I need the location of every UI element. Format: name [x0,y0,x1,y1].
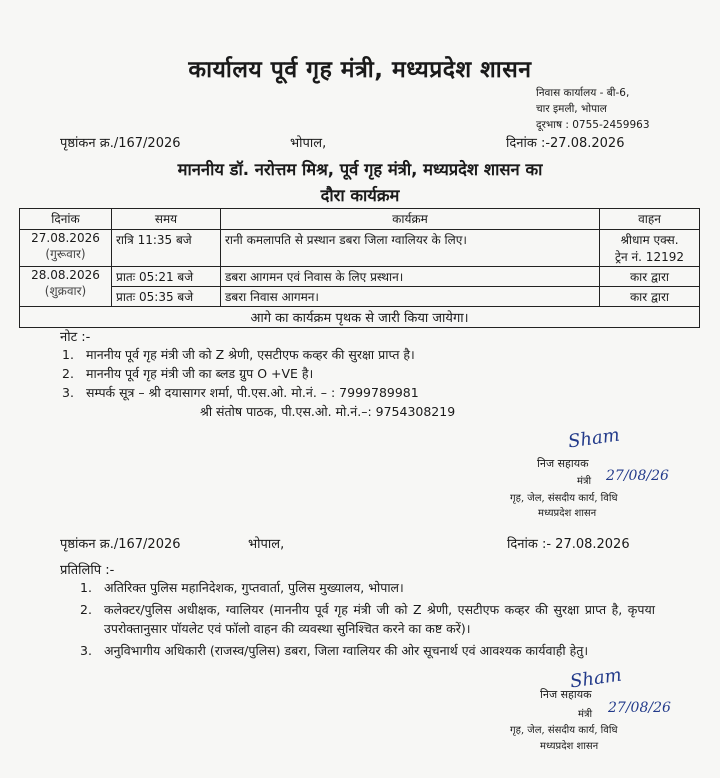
list-item: 1. अतिरिक्त पुलिस महानिदेशक, गुप्तवार्ता, पुलिस मुख्यालय, भोपाल। [80,580,404,595]
table-row [20,267,700,287]
signature-date-2: 27/08/26 [608,700,671,716]
signature-scrawl-2: Sham [568,664,623,693]
phone-number: दूरभाष : 0755-2459963 [536,119,650,131]
row-program: रानी कमलापति से प्रस्थान डबरा जिला ग्वालियर के लिए। [221,230,600,267]
reference-place-2: भोपाल, [248,537,285,552]
notes-list [62,345,455,421]
copies-label: प्रतिलिपि :- [60,563,115,578]
list-item: 2. कलेक्टर/पुलिस अधीक्षक, ग्वालियर (माननीय पूर्व गृह मंत्री जी को Z श्रेणी, एसटीएफ कव्हर की सुरक्षा प्राप्त है, कृपया उपरोक्तानुसार पॉयलेट एवं फॉलो वाहन की व्यवस्था सुनिश्चित करने का कष्ट करें)। [80,602,655,636]
signature-date: 27/08/26 [606,468,669,484]
signature-government-2: मध्यप्रदेश शासन [540,741,599,752]
notes-label: नोट :- [60,330,91,345]
address-line-2: चार इमली, भोपाल [536,103,607,115]
table-row [20,287,700,307]
list-item: 3. अनुविभागीय अधिकारी (राजस्व/पुलिस) डबरा, जिला ग्वालियर की ओर सूचनार्थ एवं आवश्यक कार्यवाही हेतु। [80,643,589,658]
table-header-row [20,209,700,230]
list-item: 1. माननीय पूर्व गृह मंत्री जी को Z श्रेणी, एसटीएफ कव्हर की सुरक्षा प्राप्त है। [62,347,415,362]
column-header-vehicle: वाहन [600,209,700,230]
row-vehicle: श्रीधाम एक्स. [620,233,679,247]
row-date-cell [20,267,112,307]
row-vehicle: कार द्वारा [600,267,700,287]
table-row [20,230,700,267]
row-day: (गुरूवार) [45,247,86,261]
schedule-table [19,208,700,328]
row-day: (शुक्रवार) [44,284,87,298]
row-program: डबरा आगमन एवं निवास के लिए प्रस्थान। [221,267,600,287]
schedule-heading: माननीय डॉ. नरोत्तम मिश्र, पूर्व गृह मंत्री, मध्यप्रदेश शासन का [177,160,543,179]
schedule-subheading: दौरा कार्यक्रम [320,186,400,205]
list-item: 2. माननीय पूर्व गृह मंत्री जी का ब्लड ग्रुप O +VE है। [62,366,314,381]
row-vehicle-train: ट्रेन नं. 12192 [615,250,684,264]
signature-government: मध्यप्रदेश शासन [538,508,597,519]
reference-date: दिनांक :-27.08.2026 [506,136,625,151]
row-time: प्रातः 05:35 बजे [112,287,221,307]
signature-title-2: निज सहायक [540,688,592,701]
list-item-continued: श्री संतोष पाठक, पी.एस.ओ. मो.नं.–: 9754308219 [200,404,456,419]
column-header-time: समय [112,209,221,230]
signature-dept-2: मंत्री [578,709,593,720]
row-vehicle-cell [600,230,700,267]
reference-place: भोपाल, [290,136,327,151]
list-item: 3. सम्पर्क सूत्र – श्री दयासागर शर्मा, पी.एस.ओ. मो.नं. – : 7999789981 [62,385,419,400]
table-footer-row [20,307,700,328]
row-time: रात्रि 11:35 बजे [112,230,221,267]
row-time: प्रातः 05:21 बजे [112,267,221,287]
signature-department-2: गृह, जेल, संसदीय कार्य, विधि [510,725,618,736]
signature-title: निज सहायक [537,457,589,470]
schedule-footer-note: आगे का कार्यक्रम पृथक से जारी किया जायेगा। [20,307,700,328]
signature-department: गृह, जेल, संसदीय कार्य, विधि [510,493,618,504]
column-header-date: दिनांक [20,209,112,230]
office-title: कार्यालय पूर्व गृह मंत्री, मध्यप्रदेश शासन [188,57,532,83]
row-vehicle: कार द्वारा [600,287,700,307]
column-header-program: कार्यक्रम [221,209,600,230]
reference-number-2: पृष्ठांकन क्र./167/2026 [60,537,181,552]
row-date: 27.08.2026 [31,231,100,245]
signature-scrawl: Sham [566,424,621,453]
reference-date-2: दिनांक :- 27.08.2026 [507,537,630,552]
signature-dept: मंत्री [577,476,592,487]
row-date-cell [20,230,112,267]
copies-list [80,578,655,663]
row-date: 28.08.2026 [31,268,100,282]
reference-number: पृष्ठांकन क्र./167/2026 [60,136,181,151]
row-program: डबरा निवास आगमन। [221,287,600,307]
address-line-1: निवास कार्यालय - बी-6, [536,87,630,99]
